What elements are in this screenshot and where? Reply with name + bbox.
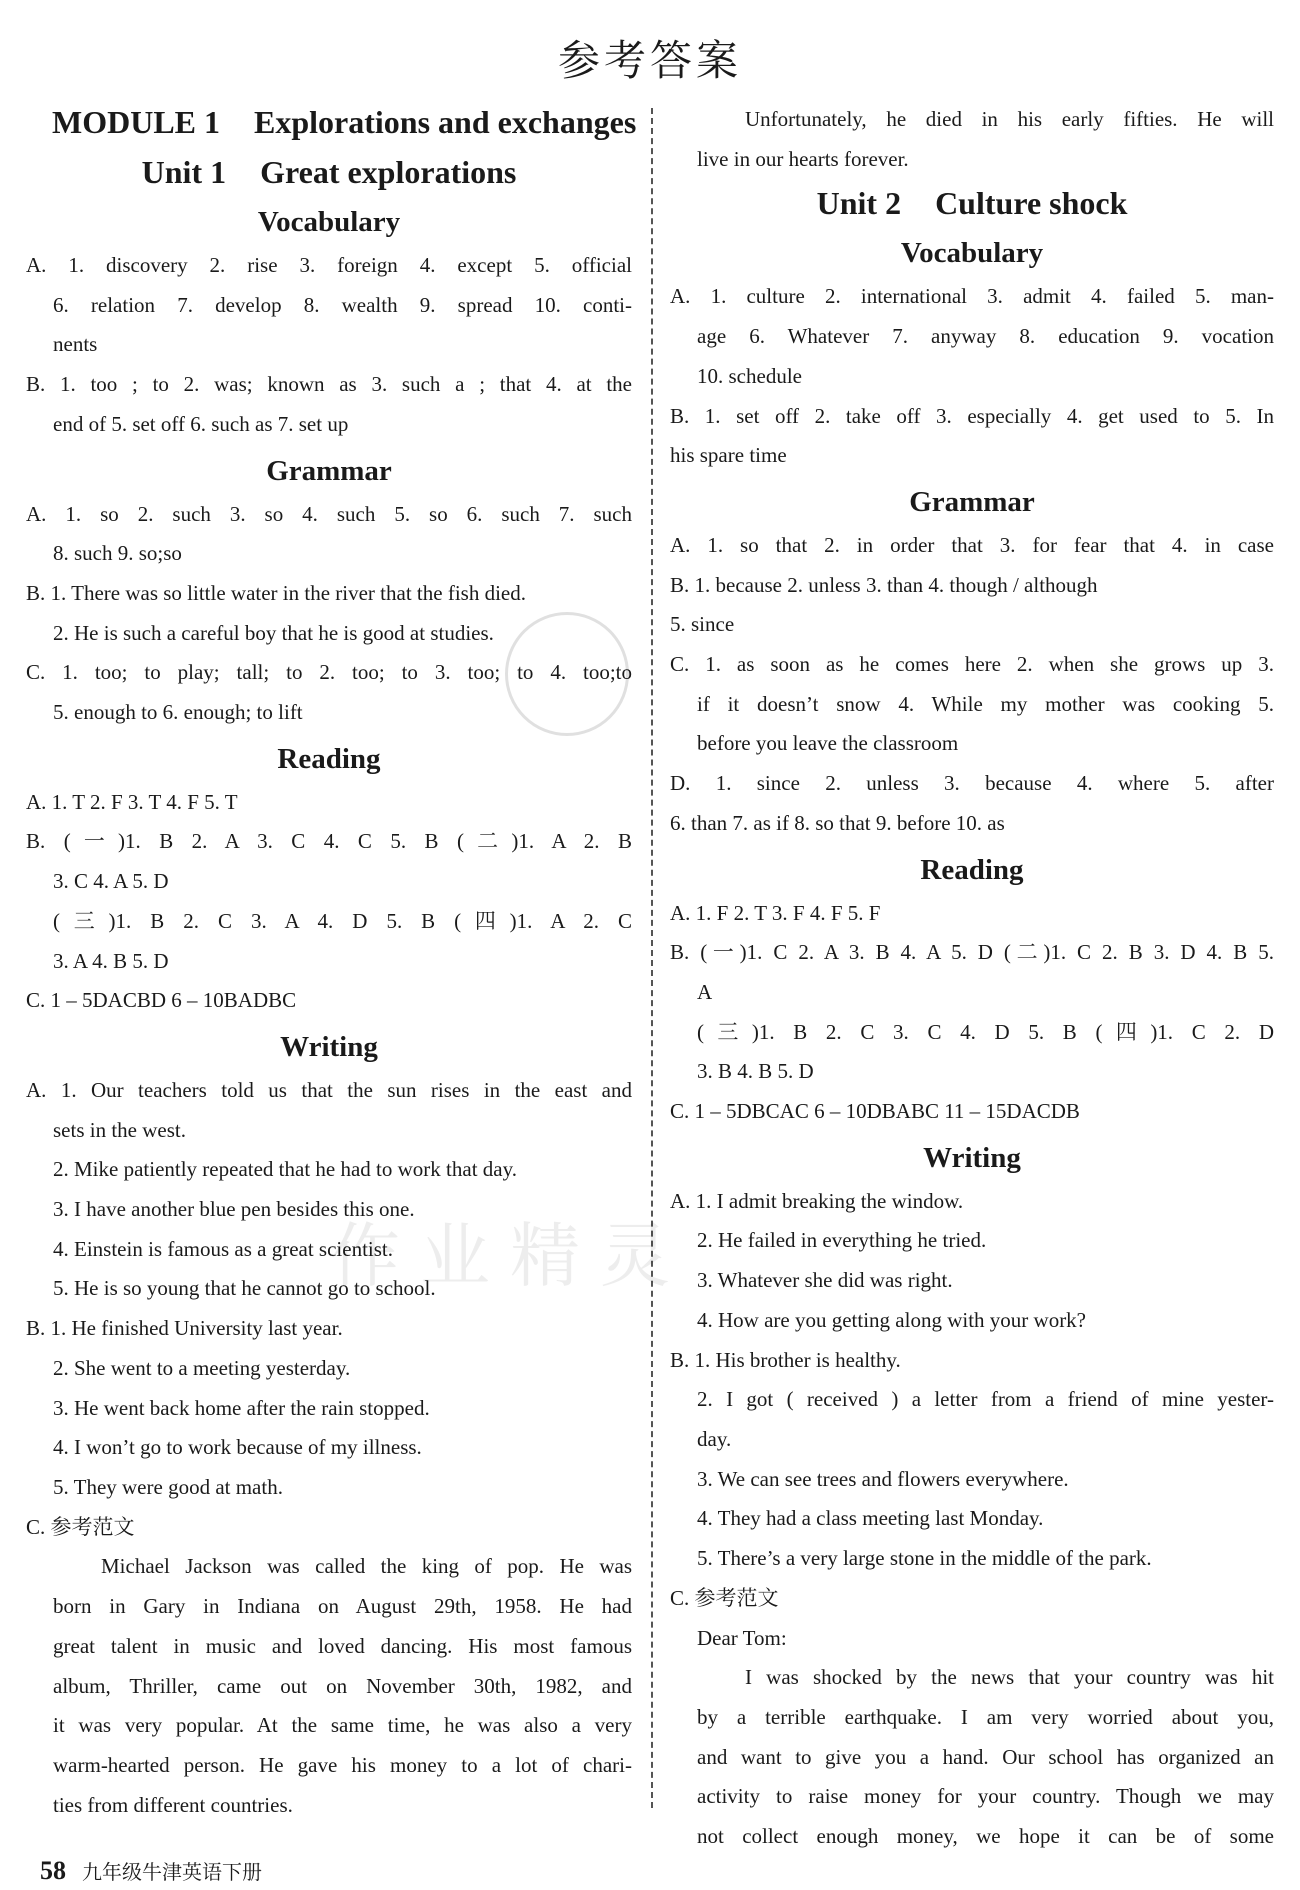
essay-line: great talent in music and loved dancing. His most famous — [53, 1633, 632, 1658]
answer-line: 3. Whatever she did was right. — [697, 1268, 953, 1293]
answer-line: A. 1. discovery 2. rise 3. foreign 4. except 5. official — [26, 253, 632, 277]
answer-line: nents — [53, 332, 98, 357]
answer-line: B. 1. because 2. unless 3. than 4. though / although — [670, 572, 1098, 597]
answer-line: 5. enough to 6. enough; to lift — [53, 700, 303, 725]
answer-line: 2. He failed in everything he tried. — [697, 1228, 987, 1253]
answer-line: A. 1. T 2. F 3. T 4. F 5. T — [26, 789, 238, 814]
answer-line: C. 参考范文 — [670, 1585, 779, 1610]
essay-line: not collect enough money, we hope it can be of some — [697, 1824, 1274, 1849]
unit-heading — [670, 179, 1274, 227]
answer-line: day. — [697, 1426, 732, 1451]
answer-line: C. 1 – 5DACBD 6 – 10BADBC — [26, 988, 297, 1013]
answer-line: 5. They were good at math. — [53, 1474, 283, 1499]
answer-line: A. 1. Our teachers told us that the sun rises in the east and — [26, 1077, 632, 1102]
section-title-reading: Reading — [920, 853, 1024, 886]
left-column — [26, 100, 637, 1825]
watermark-stamp-icon — [505, 612, 629, 736]
answer-line: 5. He is so young that he cannot go to school. — [53, 1276, 436, 1301]
answer-line: A. 1. I admit breaking the window. — [670, 1188, 964, 1213]
answer-line: B. 1. There was so little water in the river that the fish died. — [26, 580, 526, 605]
answer-line: A. 1. so that 2. in order that 3. for fear that 4. in case — [670, 532, 1274, 557]
answer-line: 3. He went back home after the rain stopped. — [53, 1395, 430, 1420]
right-column — [670, 100, 1274, 1857]
answer-line: A. 1. culture 2. international 3. admit 4. failed 5. man- — [670, 284, 1274, 309]
section-title-vocabulary: Vocabulary — [257, 206, 401, 238]
answer-line: C. 1 – 5DBCAC 6 – 10DBABC 11 – 15DACDB — [670, 1099, 1080, 1124]
essay-line: born in Gary in Indiana on August 29th, 1958. He had — [53, 1594, 632, 1619]
answer-line: 4. They had a class meeting last Monday. — [697, 1506, 1044, 1531]
answer-line: 2. She went to a meeting yesterday. — [53, 1355, 351, 1380]
unit-heading — [26, 148, 632, 196]
answer-line: C. 1. as soon as he comes here 2. when she grows up 3. — [670, 652, 1274, 677]
answer-line: 10. schedule — [697, 363, 802, 388]
essay-line: I was shocked by the news that your country was hit — [745, 1665, 1274, 1690]
answer-line: sets in the west. — [53, 1117, 186, 1142]
answer-line: end of 5. set off 6. such as 7. set up — [53, 411, 349, 436]
answer-line: C. 参考范文 — [26, 1514, 135, 1539]
answer-line: 4. Einstein is famous as a great scientist. — [53, 1236, 394, 1261]
essay-line: activity to raise money for your country. Though we may — [697, 1784, 1274, 1809]
section-title-writing: Writing — [923, 1141, 1021, 1174]
section-title-grammar: Grammar — [266, 454, 392, 487]
answer-line: 2. I got ( received ) a letter from a friend of mine yester- — [697, 1387, 1274, 1412]
letter-greeting: Dear Tom: — [697, 1625, 787, 1650]
answer-line: (三)1. B 2. C 3. A 4. D 5. B (四)1. A 2. C — [53, 908, 632, 933]
essay-line: warm-hearted person. He gave his money to a lot of chari- — [53, 1752, 632, 1777]
answer-line: B. (一)1. B 2. A 3. C 4. C 5. B (二)1. A 2. B — [26, 829, 632, 854]
answer-line: if it doesn’t snow 4. While my mother was cooking 5. — [697, 691, 1274, 716]
answer-line: (三)1. B 2. C 3. C 4. D 5. B (四)1. C 2. D — [697, 1019, 1274, 1044]
answer-line: 5. There’s a very large stone in the middle of the park. — [697, 1546, 1152, 1571]
answer-line: 2. He is such a careful boy that he is good at studies. — [53, 620, 494, 645]
answer-line: 2. Mike patiently repeated that he had to work that day. — [53, 1157, 517, 1182]
section-title-vocabulary: Vocabulary — [900, 237, 1044, 270]
answer-line: B. (一)1. C 2. A 3. B 4. A 5. D (二)1. C 2. B 3. D 4. B 5. — [670, 940, 1274, 965]
unit-name: Culture shock — [935, 185, 1128, 222]
unit-label: Unit 1 — [141, 154, 227, 190]
module-name: Explorations and exchanges — [254, 104, 637, 140]
answer-line: 6. than 7. as if 8. so that 9. before 10. as — [670, 810, 1005, 835]
answer-line: his spare time — [670, 443, 787, 468]
section-title-grammar: Grammar — [909, 485, 1035, 518]
unit-name: Great explorations — [260, 154, 517, 190]
answer-line: 6. relation 7. develop 8. wealth 9. spread 10. conti- — [53, 292, 632, 317]
essay-line: it was very popular. At the same time, he was also a very — [53, 1713, 632, 1738]
page-title: 参考答案 — [557, 36, 742, 85]
essay-line: ties from different countries. — [53, 1792, 293, 1817]
essay-line: album, Thriller, came out on November 30th, 1982, and — [53, 1673, 632, 1698]
essay-line: and want to give you a hand. Our school has organized an — [697, 1744, 1274, 1769]
answer-line: B. 1. He finished University last year. — [26, 1316, 343, 1341]
answer-line: 4. I won’t go to work because of my illness. — [53, 1435, 422, 1460]
essay-line: Michael Jackson was called the king of pop. He was — [101, 1554, 632, 1579]
answer-line: D. 1. since 2. unless 3. because 4. where 5. after — [670, 771, 1274, 796]
page-number: 58 — [40, 1856, 66, 1885]
unit-label: Unit 2 — [816, 185, 902, 222]
answer-line: 3. We can see trees and flowers everywhere. — [697, 1466, 1069, 1491]
module-heading — [52, 100, 637, 144]
answer-line: age 6. Whatever 7. anyway 8. education 9. vocation — [697, 324, 1274, 349]
section-title-reading: Reading — [277, 742, 381, 775]
answer-line: B. 1. too ; to 2. was; known as 3. such a ; that 4. at the — [26, 372, 632, 397]
watermark: 作业精灵 — [330, 1215, 690, 1297]
essay-line: by a terrible earthquake. I am very worried about you, — [697, 1704, 1274, 1729]
answer-line: 3. A 4. B 5. D — [53, 948, 169, 973]
module-label: MODULE 1 — [52, 104, 220, 140]
answer-line: 5. since — [670, 612, 735, 637]
answer-line: before you leave the classroom — [697, 731, 959, 756]
page-footer — [40, 1856, 262, 1886]
answer-line: 8. such 9. so;so — [53, 541, 182, 566]
essay-line: live in our hearts forever. — [697, 146, 909, 171]
answer-line: A. 1. F 2. T 3. F 4. F 5. F — [670, 900, 881, 925]
answer-line: C. 1. too; to play; tall; to 2. too; to 3. too; to 4. too;to — [26, 660, 632, 685]
answer-line: 3. I have another blue pen besides this one. — [53, 1197, 415, 1222]
answer-line: A — [697, 979, 713, 1004]
answer-line: 3. B 4. B 5. D — [697, 1059, 814, 1084]
answer-line: B. 1. set off 2. take off 3. especially 4. get used to 5. In — [670, 403, 1274, 428]
essay-line: Unfortunately, he died in his early fifties. He will — [745, 107, 1274, 131]
section-title-writing: Writing — [280, 1030, 378, 1063]
answer-line: 4. How are you getting along with your work? — [697, 1307, 1087, 1332]
answer-line: 3. C 4. A 5. D — [53, 869, 169, 894]
book-title: 九年级牛津英语下册 — [82, 1860, 262, 1884]
column-divider — [651, 108, 653, 1808]
answer-line: B. 1. His brother is healthy. — [670, 1347, 901, 1372]
answer-line: A. 1. so 2. such 3. so 4. such 5. so 6. such 7. such — [26, 501, 632, 526]
